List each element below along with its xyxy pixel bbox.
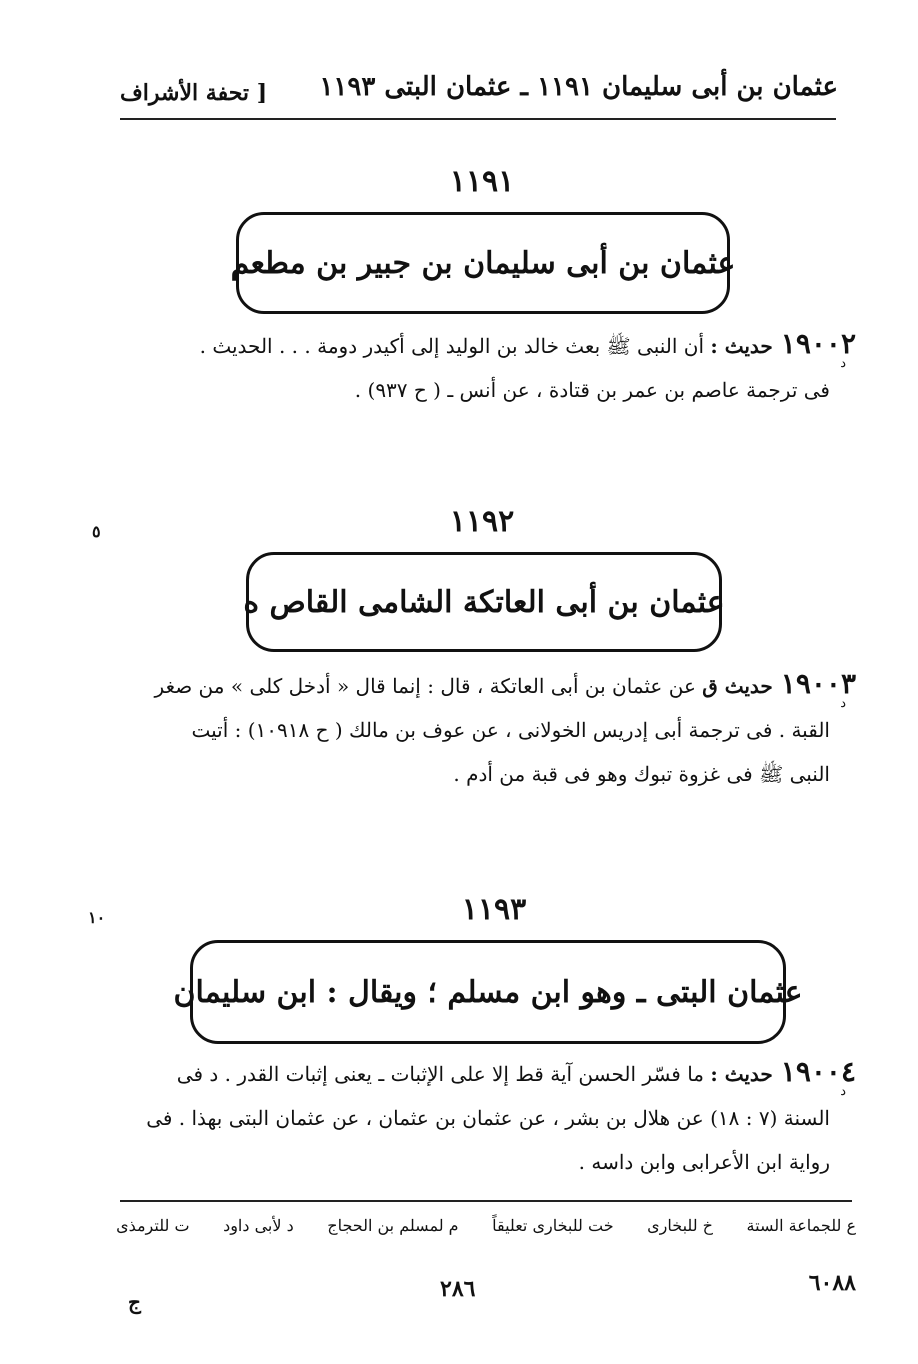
entry-title-box [173,940,803,1044]
hadith-text: السنة (٧ : ١٨) عن هلال بن بشر ، عن عثمان بن عثمان ، عن عثمان البتى بهذا . فى [146,1106,830,1130]
hadith-block [116,662,856,796]
hadith-text: رواية ابن الأعرابى وابن داسه . [578,1150,830,1174]
entry-title-box [243,552,725,652]
abbreviation-item: د لأبى داود [223,1216,294,1235]
hadith-line [116,708,856,752]
entry-title: عثمان البتى ـ وهو ابن مسلم ؛ ويقال : ابن سليمان [173,974,803,1010]
hadith-block [116,322,856,412]
abbreviation-item: م لمسلم بن الحجاج [327,1216,459,1235]
hadith-number: ١٩٠٠٤ [780,1055,856,1088]
hadith-line [116,662,856,708]
footer-divider [120,1200,852,1202]
hadith-line [116,322,856,368]
abbreviation-item: ع للجماعة الستة [746,1216,856,1235]
running-title: عثمان بن أبى سليمان ١١٩١ ـ عثمان البتى ١١٩٣ [319,72,838,102]
hadith-line [116,1050,856,1096]
entry-title: عثمان بن أبى العاتكة الشامى القاص ه [243,584,725,620]
hadith-sigla: د [840,356,846,371]
hadith-text: القبة . فى ترجمة أبى إدريس الخولانى ، عن عوف بن مالك ( ح ١٠٩١٨) : أتيت [191,718,830,742]
entry-number: ١١٩١ [449,164,515,199]
hadith-line [116,1140,856,1184]
hadith-text: عن عثمان بن أبى العاتكة ، قال : إنما قال « أدخل كلى » من صغر [154,674,696,698]
entry-title-box [230,212,736,314]
hadith-label: حديث : [710,334,773,358]
margin-line-number: ٥ [92,522,101,541]
hadith-number: ١٩٠٠٣ [780,667,856,700]
entry-number: ١١٩٣ [461,892,527,927]
header-divider [120,118,836,120]
hadith-sigla: د [840,1084,846,1099]
margin-line-number: ١٠ [88,908,106,927]
hadith-number: ١٩٠٠٢ [780,327,856,360]
abbreviation-item: ت للترمذى [116,1216,190,1235]
hadith-line [116,1096,856,1140]
hadith-sigla: د [840,696,846,711]
abbreviation-item: خت للبخارى تعليقاً [492,1216,614,1235]
hadith-line [116,368,856,412]
hadith-block [116,1050,856,1184]
abbreviation-item: خ للبخارى [647,1216,713,1235]
signature-mark: ج [128,1290,141,1314]
hadith-text: ما فسّر الحسن آية قط إلا على الإثبات ـ يعنى إثبات القدر . د فى [176,1062,705,1086]
hadith-text: فى ترجمة عاصم بن عمر بن قتادة ، عن أنس ـ ( ح ٩٣٧) . [354,378,830,402]
hadith-label: حديث : [710,1062,773,1086]
page-number: ٢٨٦ [440,1276,476,1302]
hadith-text: أن النبى ﷺ بعث خالد بن الوليد إلى أكيدر دومة . . . الحديث . [199,334,705,358]
hadith-line [116,752,856,796]
volume-page-number: ٦٠٨٨ [808,1270,856,1296]
entry-number: ١١٩٢ [449,504,515,539]
book-title: [ تحفة الأشراف [120,80,268,106]
entry-title: عثمان بن أبى سليمان بن جبير بن مطعم [230,245,736,281]
hadith-label: حديث ق [702,674,773,698]
abbreviation-key [116,1216,856,1235]
hadith-text: النبى ﷺ فى غزوة تبوك وهو فى قبة من أدم . [453,762,830,786]
